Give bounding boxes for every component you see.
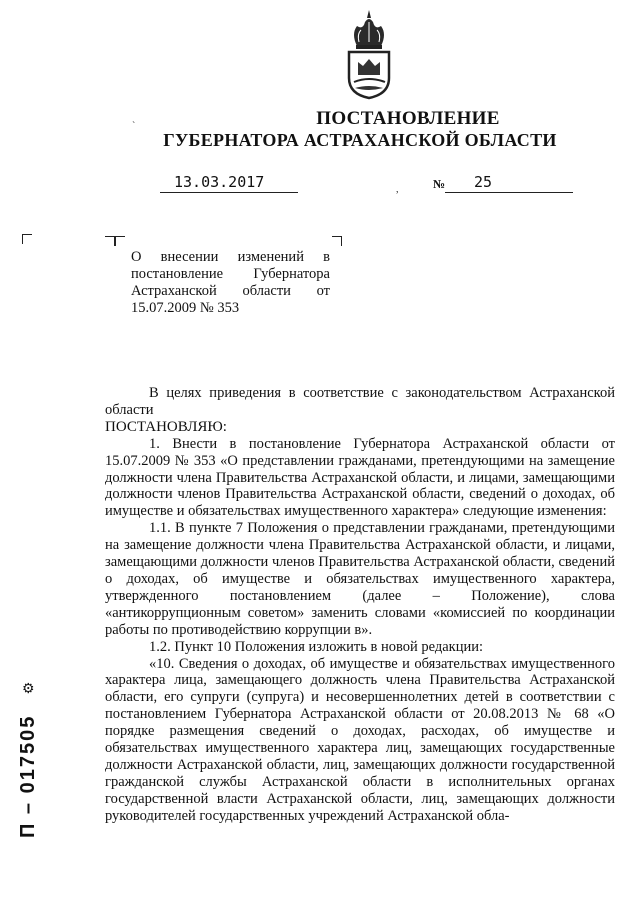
paragraph-1: 1. Внести в постановление Губернатора Астраханской области от 15.07.2009 № 353 «О представлении гражданами, претендующими на замещение должности члена Правительства Астраханской области, и лицами, замещающими должности членов Правительства Астраханской области, сведений о доходах, об имуществе и обязательствах имущественного характера» следующие изменения: bbox=[105, 435, 615, 520]
gear-icon: ⚙ bbox=[22, 682, 35, 697]
paragraph-1-2-text: «10. Сведения о доходах, об имуществе и обязательствах имущественного характера лица, замещающего должность члена Правительства Астраханской области, его супруги (супруга) и несовершеннолетних детей в соответствии с постановлением Губернатора Астраханской области от 20.08.2013 № 68 «О порядке размещения сведений о доходах, расходах, об имуществе и обязательствах имущественного характера лиц, замещающих государственные должности Астраханской области, лиц, замещающих должности государственной гражданской службы Астраханской области в исполнительных органах государственной власти Астраханской области, лиц, замещающих должности руководителей государственных учреждений Астраханской обла- bbox=[105, 655, 615, 824]
document-issuer: ГУБЕРНАТОРА АСТРАХАНСКОЙ ОБЛАСТИ bbox=[163, 130, 557, 150]
subject-corner-mark bbox=[115, 236, 125, 246]
document-subject: О внесении изменений в постановление Губернатора Астраханской области от 15.07.2009 № 353 bbox=[131, 249, 330, 316]
document-number: 25 bbox=[474, 173, 493, 191]
date-underline bbox=[160, 192, 298, 193]
subject-corner-mark bbox=[105, 236, 115, 246]
coat-of-arms-icon bbox=[343, 8, 395, 100]
registration-number-text: П – 017505 bbox=[17, 714, 39, 838]
document-body bbox=[105, 385, 615, 825]
scan-mark: , bbox=[396, 184, 399, 195]
paragraph-1-2: 1.2. Пункт 10 Положения изложить в новой редакции: bbox=[149, 638, 484, 655]
number-underline bbox=[445, 192, 573, 193]
document-date: 13.03.2017 bbox=[174, 173, 265, 191]
number-label: № bbox=[433, 177, 446, 191]
decree-word: ПОСТАНОВЛЯЮ: bbox=[105, 418, 227, 435]
subject-corner-mark bbox=[332, 236, 342, 246]
paragraph-1-1: 1.1. В пункте 7 Положения о представлении гражданами, претендующими на замещение должности члена Правительства Астраханской области, и лицами, замещающими должности членов Правительства Астраханской области, сведений о доходах, об имуществе и обязательствах имущественного характера, утвержденного постановлением (далее – Положение), слова «антикоррупционным советом» заменить словами «комиссией по координации работы по противодействию коррупции в». bbox=[105, 520, 615, 638]
scan-mark: ` bbox=[132, 121, 136, 132]
left-corner-mark bbox=[22, 234, 32, 244]
preamble: В целях приведения в соответствие с законодательством Астраханской области bbox=[105, 385, 615, 418]
document-title: ПОСТАНОВЛЕНИЕ bbox=[316, 108, 500, 129]
registration-number bbox=[17, 678, 47, 838]
